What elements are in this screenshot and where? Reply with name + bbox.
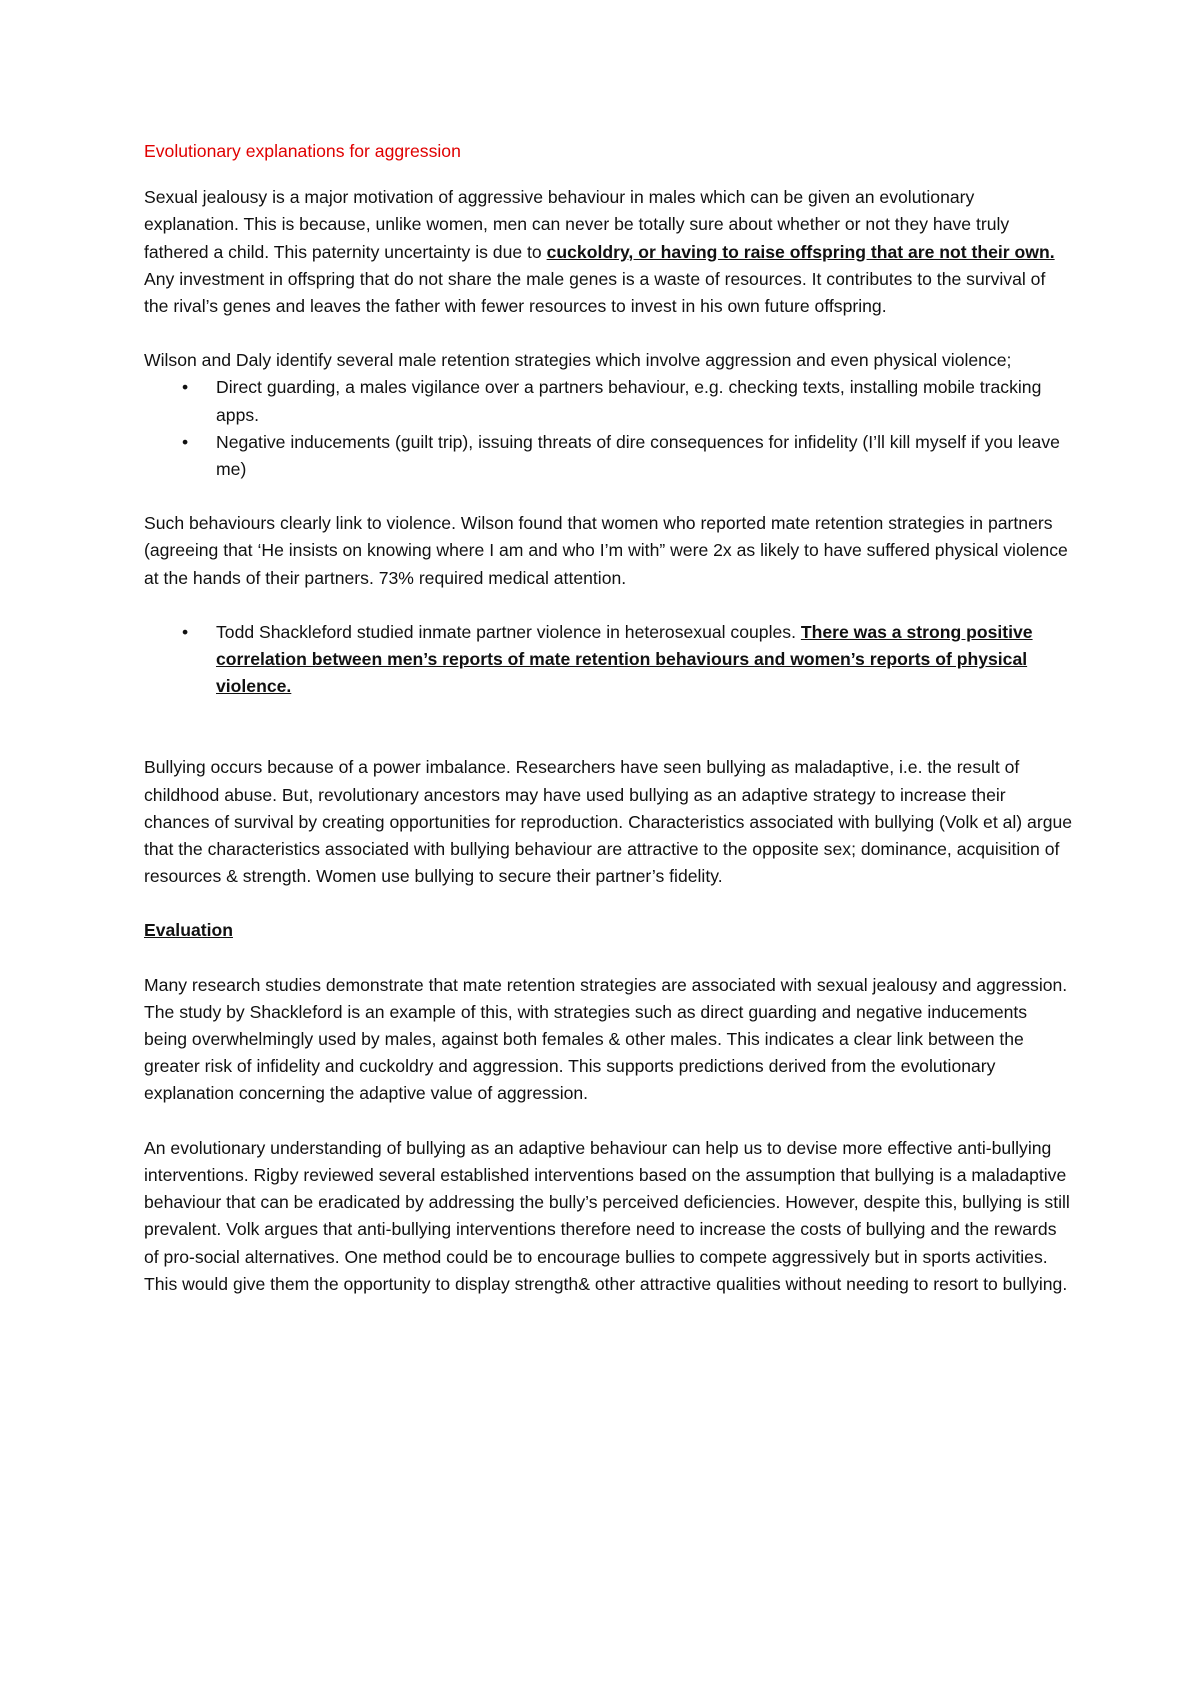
paragraph-sexual-jealousy bbox=[144, 184, 1074, 320]
evaluation-heading: Evaluation bbox=[144, 920, 233, 941]
paragraph-violence-link: Such behaviours clearly link to violence. Wilson found that women who reported mate retention strategies in partners (agreeing that ‘He insists on knowing where I am and who I’m with” were 2x as likely to have suffered physical violence at the hands of their partners. 73% required medical attention. bbox=[144, 513, 1068, 588]
list-item bbox=[144, 374, 1074, 428]
paragraph-text: Sexual jealousy is a major motivation of aggressive behaviour in males which can be given an evolutionary explanation. This is because, unlike women, men can never be totally sure about whether or not they have truly fathered a child. This paternity uncertainty is due to bbox=[144, 187, 1010, 262]
document-page bbox=[144, 138, 1074, 1325]
document-title: Evolutionary explanations for aggression bbox=[144, 141, 461, 161]
bullet-icon: • bbox=[182, 377, 189, 398]
list-item bbox=[144, 429, 1074, 483]
paragraph-wilson-daly: Wilson and Daly identify several male retention strategies which involve aggression and even physical violence; bbox=[144, 350, 1012, 371]
list-item bbox=[144, 619, 1074, 701]
bullet-icon: • bbox=[182, 621, 189, 642]
paragraph-text: Any investment in offspring that do not share the male genes is a waste of resources. It contributes to the survival of the rival’s genes and leaves the father with fewer resources to invest in his own future offspring. bbox=[144, 268, 1046, 317]
paragraph-evaluation-2: An evolutionary understanding of bullying as an adaptive behaviour can help us to devise more effective anti-bullying interventions. Rigby reviewed several established interventions based on the assumption that bullying is a maladaptive behaviour that can be eradicated by addressing the bully’s perceived deficiencies. However, despite this, bullying is still prevalent. Volk argues that anti-bullying interventions therefore need to increase the costs of bullying and the rewards of pro-social alternatives. One method could be to encourage bullies to compete aggressively but in sports activities. This would give them the opportunity to display strength& other attractive qualities without needing to resort to bullying. bbox=[144, 1137, 1070, 1294]
bullet-icon: • bbox=[182, 431, 189, 452]
emphasis-correlation: There was a strong positive correlation between men’s reports of mate retention behaviours and women’s reports of physical violence. bbox=[216, 621, 1033, 697]
paragraph-bullying: Bullying occurs because of a power imbalance. Researchers have seen bullying as maladaptive, i.e. the result of childhood abuse. But, revolutionary ancestors may have used bullying as an adaptive strategy to increase their chances of survival by creating opportunities for reproduction. Characteristics associated with bullying (Volk et al) argue that the characteristics associated with bullying behaviour are attractive to the opposite sex; dominance, acquisition of resources & strength. Women use bullying to secure their partner’s fidelity. bbox=[144, 757, 1073, 887]
list-item-text: Direct guarding, a males vigilance over a partners behaviour, e.g. checking texts, installing mobile tracking apps. bbox=[216, 377, 1042, 425]
shackleford-list bbox=[144, 619, 1074, 701]
emphasis-cuckoldry: cuckoldry, or having to raise offspring that are not their own. bbox=[546, 241, 1055, 262]
list-item-text: Negative inducements (guilt trip), issuing threats of dire consequences for infidelity (I’ll kill myself if you leave me) bbox=[216, 431, 1060, 480]
retention-strategies-list bbox=[144, 374, 1074, 483]
paragraph-evaluation-1: Many research studies demonstrate that mate retention strategies are associated with sexual jealousy and aggression. The study by Shackleford is an example of this, with strategies such as direct guarding and negative inducements being overwhelmingly used by males, against both females & other males. This indicates a clear link between the greater risk of infidelity and cuckoldry and aggression. This supports predictions derived from the evolutionary explanation concerning the adaptive value of aggression. bbox=[144, 974, 1068, 1104]
list-item-text: Todd Shackleford studied inmate partner violence in heterosexual couples. bbox=[216, 621, 801, 642]
